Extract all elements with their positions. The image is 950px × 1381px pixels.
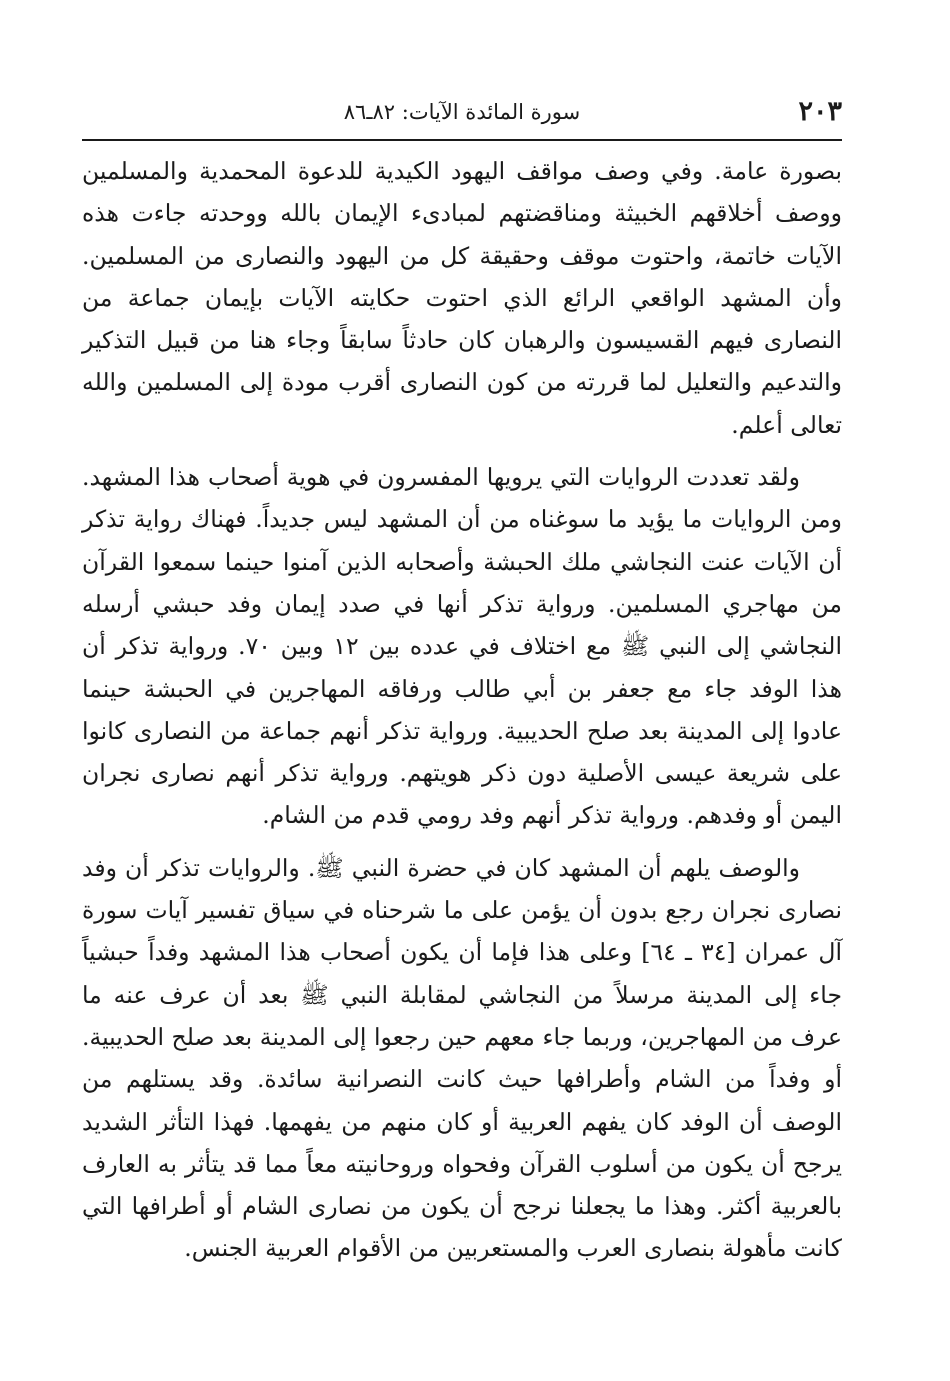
page-body bbox=[82, 150, 842, 1280]
page-header bbox=[82, 92, 842, 136]
paragraph-3: والوصف يلهم أن المشهد كان في حضرة النبي ﷺ. والروايات تذكر أن وفد نصارى نجران رجع بدون أن يؤمن على ما شرحناه في سياق تفسير آيات سورة آل عمران [٣٤ ـ ٦٤] وعلى هذا فإما أن يكون أصحاب هذا المشهد وفداً حبشياً جاء إلى المدينة مرسلاً من النجاشي لمقابلة النبي ﷺ بعد أن عرف عنه ما عرف من المهاجرين، وربما جاء معهم حين رجعوا إلى المدينة بعد صلح الحديبية. أو وفداً من الشام وأطرافها حيث كانت النصرانية سائدة. وقد يستلهم من الوصف أن الوفد كان يفهم العربية أو كان منهم من يفهمها. فهذا التأثر الشديد يرجح أن يكون من أسلوب القرآن وفحواه وروحانيته معاً مما قد يتأثر به العارف بالعربية أكثر. وهذا ما يجعلنا نرجح أن يكون من نصارى الشام أو أطرافها التي كانت مأهولة بنصارى العرب والمستعربين من الأقوام العربية الجنس. bbox=[82, 853, 843, 1263]
paragraph-2: ولقد تعددت الروايات التي يرويها المفسرون في هوية أصحاب هذا المشهد. ومن الروايات ما يؤيد ما سوغناه من أن المشهد ليس جديداً. فهناك رواية تذكر أن الآيات عنت النجاشي ملك الحبشة وأصحابه الذين آمنوا حينما سمعوا القرآن من مهاجري المسلمين. ورواية تذكر أنها في صدد إيمان وفد حبشي أرسله النجاشي إلى النبي ﷺ مع اختلاف في عدده بين ١٢ وبين ٧٠. ورواية تذكر أن هذا الوفد جاء مع جعفر بن أبي طالب ورفاقه المهاجرين في الحبشة حينما عادوا إلى المدينة بعد صلح الحديبية. ورواية تذكر أنهم جماعة من النصارى كانوا على شريعة عيسى الأصلية دون ذكر هويتهم. ورواية تذكر أنهم نصارى نجران اليمن أو وفدهم. ورواية تذكر أنهم وفد رومي قدم من الشام. bbox=[82, 463, 842, 830]
paragraph-1: بصورة عامة. وفي وصف مواقف اليهود الكيدية للدعوة المحمدية والمسلمين ووصف أخلاقهم الخبيثة ومناقضتهم لمبادىء الإيمان بالله ووحدته جاءت هذه الآيات خاتمة، واحتوت موقف وحقيقة كل من اليهود والنصارى من المسلمين. وأن المشهد الواقعي الرائع الذي احتوت حكايته الآيات بإيمان جماعة من النصارى فيهم القسيسون والرهبان كان حادثاً سابقاً وجاء هنا من قبيل التذكير والتدعيم والتعليل لما قررته من كون النصارى أقرب مودة إلى المسلمين والله تعالى أعلم. bbox=[82, 157, 842, 439]
page-number: ٢٠٣ bbox=[798, 96, 842, 127]
header-divider bbox=[82, 139, 842, 141]
running-title: سورة المائدة الآيات: ٨٢ـ٨٦ bbox=[343, 100, 581, 124]
